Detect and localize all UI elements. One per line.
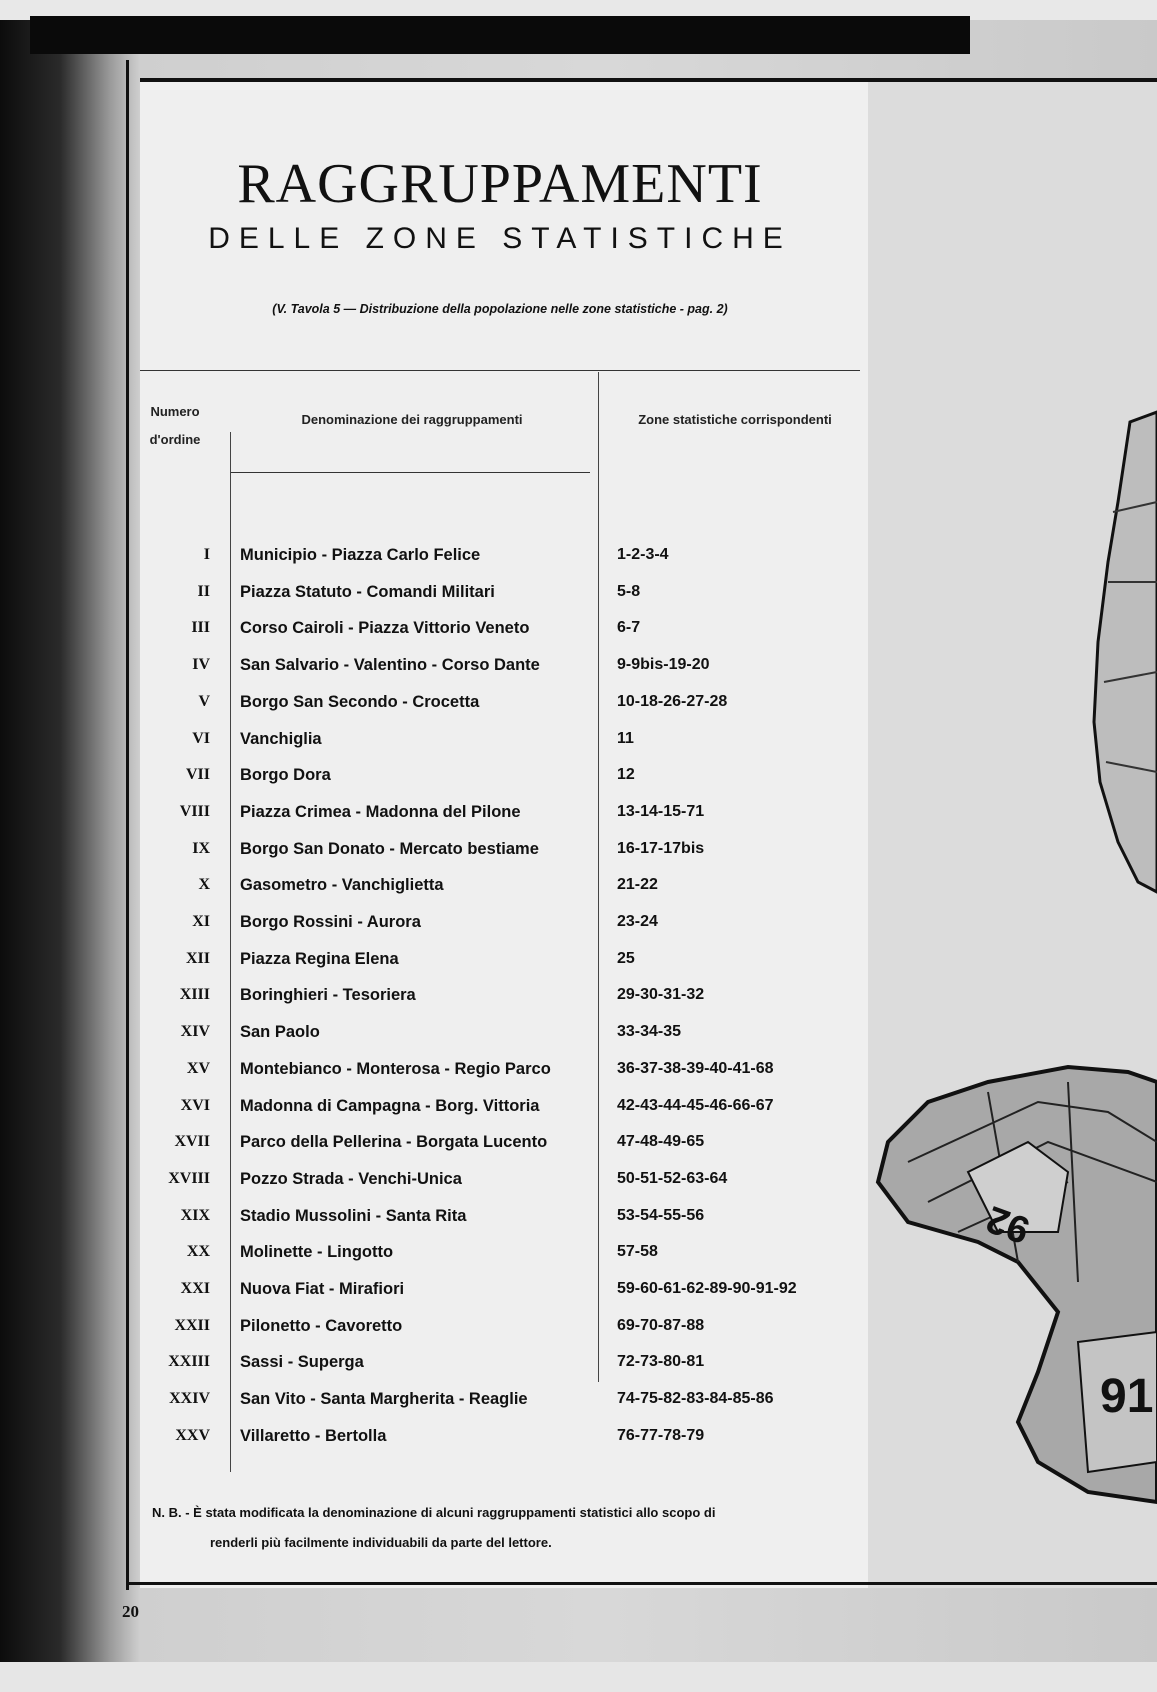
row-denomination: San Salvario - Valentino - Corso Dante — [240, 656, 540, 675]
row-denomination: Pozzo Strada - Venchi-Unica — [240, 1169, 462, 1188]
row-zones: 47-48-49-65 — [617, 1133, 705, 1151]
row-number: XVI — [180, 1096, 210, 1114]
row-denomination: Sassi - Superga — [240, 1353, 364, 1372]
table-row — [0, 1023, 868, 1053]
row-denomination: Borgo San Donato - Mercato bestiame — [240, 839, 539, 858]
table-row — [0, 1280, 868, 1310]
table-row — [0, 1097, 868, 1127]
row-number: I — [203, 546, 210, 563]
row-number: XXIII — [168, 1353, 210, 1371]
table-row — [0, 1207, 868, 1237]
row-number: XI — [192, 913, 210, 930]
row-zones: 13-14-15-71 — [617, 802, 705, 820]
row-number: XXIV — [169, 1390, 210, 1408]
table-row — [0, 693, 868, 723]
map-zone-label-92: 92 — [981, 1197, 1036, 1252]
row-denomination: Piazza Regina Elena — [240, 949, 399, 968]
row-zones: 76-77-78-79 — [617, 1426, 705, 1444]
row-zones: 36-37-38-39-40-41-68 — [617, 1059, 774, 1077]
table-row — [0, 840, 868, 870]
row-zones: 5-8 — [617, 582, 641, 600]
table-row — [0, 986, 868, 1016]
row-denomination: Piazza Crimea - Madonna del Pilone — [240, 802, 521, 821]
table-row — [0, 913, 868, 943]
row-denomination: Nuova Fiat - Mirafiori — [240, 1280, 405, 1298]
row-number: X — [198, 876, 210, 894]
row-denomination: Parco della Pellerina - Borgata Lucento — [240, 1133, 548, 1152]
row-zones: 21-22 — [617, 876, 658, 894]
row-zones: 29-30-31-32 — [617, 986, 705, 1004]
table-row — [0, 876, 868, 906]
table-row — [0, 803, 868, 833]
table-row — [0, 1317, 868, 1347]
row-number: VII — [185, 766, 210, 784]
row-number: IX — [192, 839, 210, 857]
row-number: VI — [192, 729, 210, 747]
row-denomination: Pilonetto - Cavoretto — [240, 1316, 403, 1335]
row-zones: 57-58 — [617, 1243, 658, 1261]
row-zones: 9-9bis-19-20 — [617, 656, 710, 674]
row-denomination: Borgo San Secondo - Crocetta — [240, 692, 480, 711]
header-bottom-rule — [230, 472, 590, 473]
row-zones: 1-2-3-4 — [617, 546, 669, 563]
row-denomination: Madonna di Campagna - Borg. Vittoria — [240, 1096, 540, 1115]
footnote — [152, 1498, 852, 1558]
row-number: IV — [192, 656, 210, 674]
reference-note: (V. Tavola 5 — Distribuzione della popolazione nelle zone statistiche - pag. 2) — [272, 302, 728, 316]
table-row — [0, 1060, 868, 1090]
row-denomination: Stadio Mussolini - Santa Rita — [240, 1206, 467, 1225]
footnote-line-2: renderli più facilmente individuabili da parte del lettore. — [210, 1535, 552, 1550]
table-row — [0, 1390, 868, 1420]
table-row — [0, 546, 868, 576]
row-number: II — [197, 582, 210, 600]
row-denomination: Montebianco - Monterosa - Regio Parco — [240, 1059, 551, 1078]
row-zones: 16-17-17bis — [617, 839, 705, 857]
header-denominazione: Denominazione dei raggruppamenti — [301, 412, 523, 427]
row-zones: 33-34-35 — [617, 1023, 682, 1041]
row-zones: 11 — [617, 729, 634, 747]
map-zone-label-91: 91 — [1100, 1370, 1154, 1423]
header-top-rule — [140, 370, 860, 371]
row-denomination: Molinette - Lingotto — [240, 1243, 394, 1262]
row-denomination: Boringhieri - Tesoriera — [240, 986, 416, 1005]
row-denomination: Gasometro - Vanchiglietta — [240, 876, 444, 895]
binding-shadow — [30, 16, 970, 54]
row-number: XVII — [174, 1133, 210, 1151]
row-zones: 42-43-44-45-46-66-67 — [617, 1096, 774, 1114]
row-number: V — [198, 692, 210, 710]
table-row — [0, 950, 868, 980]
row-denomination: Piazza Statuto - Comandi Militari — [240, 582, 495, 601]
row-denomination: Villaretto - Bertolla — [240, 1426, 387, 1445]
row-zones: 12 — [617, 766, 635, 784]
table-row — [0, 1353, 868, 1383]
table-row — [0, 766, 868, 796]
row-number: XXV — [175, 1426, 210, 1444]
row-number: XII — [185, 949, 210, 967]
row-zones: 59-60-61-62-89-90-91-92 — [617, 1280, 797, 1297]
page-subtitle: DELLE ZONE STATISTICHE — [208, 222, 792, 255]
page-title: RAGGRUPPAMENTI — [237, 153, 763, 215]
footnote-line-1: N. B. - È stata modificata la denominazione di alcuni raggruppamenti statistici allo scopo di — [152, 1505, 716, 1520]
table-row — [0, 1170, 868, 1200]
row-number: III — [191, 619, 210, 637]
row-zones: 6-7 — [617, 619, 641, 637]
row-number: XXI — [180, 1280, 210, 1297]
row-zones: 69-70-87-88 — [617, 1316, 705, 1334]
table-row — [0, 1427, 868, 1457]
bottom-margin — [0, 1662, 1157, 1692]
row-denomination: Vanchiglia — [240, 729, 322, 748]
row-zones: 10-18-26-27-28 — [617, 692, 728, 710]
table-row — [0, 619, 868, 649]
row-number: XIV — [180, 1023, 210, 1041]
row-denomination: Municipio - Piazza Carlo Felice — [240, 546, 481, 564]
row-number: XV — [186, 1059, 210, 1077]
row-zones: 72-73-80-81 — [617, 1353, 705, 1371]
table-row — [0, 1243, 868, 1273]
row-denomination: San Paolo — [240, 1023, 320, 1042]
row-denomination: San Vito - Santa Margherita - Reaglie — [240, 1390, 528, 1409]
bottom-frame-rule — [126, 1582, 1157, 1585]
table-row — [0, 730, 868, 760]
row-number: XIX — [180, 1206, 210, 1224]
header-zone: Zone statistiche corrispondenti — [638, 412, 832, 427]
row-zones: 53-54-55-56 — [617, 1206, 705, 1224]
row-zones: 50-51-52-63-64 — [617, 1169, 728, 1187]
row-number: XVIII — [168, 1169, 210, 1187]
table-row — [0, 1133, 868, 1163]
row-number: XIII — [179, 986, 210, 1004]
row-denomination: Corso Cairoli - Piazza Vittorio Veneto — [240, 619, 530, 638]
row-number: XX — [186, 1243, 210, 1261]
row-zones: 25 — [617, 949, 635, 967]
header-numero: Numero d'ordine — [149, 404, 201, 447]
page-number: 20 — [122, 1602, 139, 1621]
row-number: VIII — [179, 802, 210, 820]
table-row — [0, 583, 868, 613]
row-denomination: Borgo Dora — [240, 766, 331, 785]
row-number: XXII — [174, 1316, 210, 1334]
row-zones: 23-24 — [617, 913, 658, 930]
table-row — [0, 656, 868, 686]
row-zones: 74-75-82-83-84-85-86 — [617, 1390, 774, 1408]
row-denomination: Borgo Rossini - Aurora — [240, 913, 421, 931]
